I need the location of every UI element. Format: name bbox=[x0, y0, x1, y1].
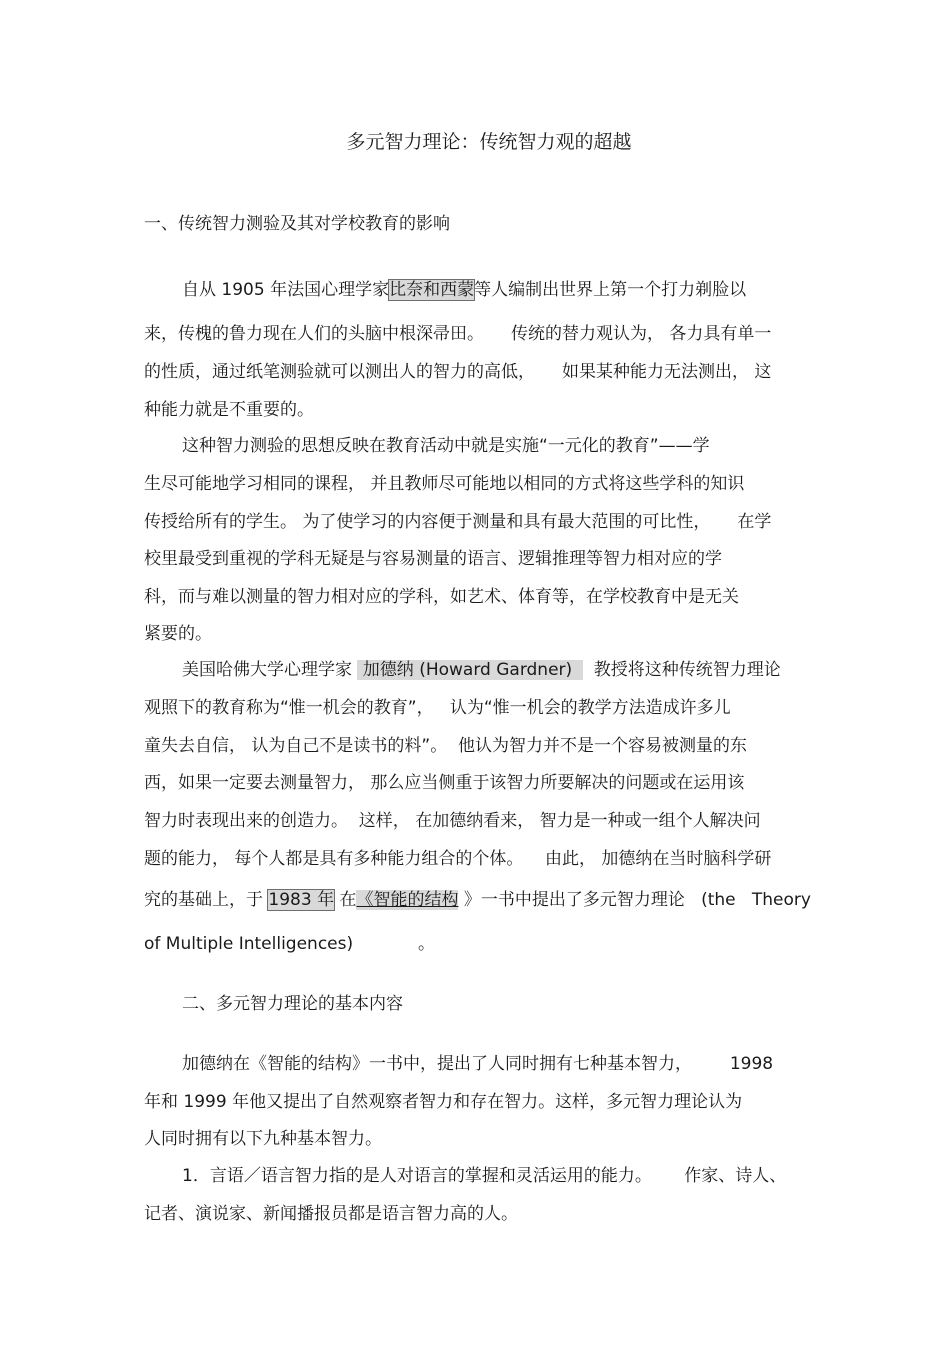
s2-p1-line2: 年和 1999 年他又提出了自然观察者智力和存在智力。这样，多元智力理论认为 bbox=[144, 1092, 743, 1112]
s2-p2-line2: 记者、演说家、新闻播报员都是语言智力高的人。 bbox=[144, 1204, 518, 1224]
s1-p3-line7: 究的基础上，于 1983 年 在《智能的结构 》一书中提出了多元智力理论 (the Theory bbox=[144, 890, 811, 910]
s2-p2-line1: 1．言语／语言智力指的是人对语言的掌握和灵活运用的能力。 作家、诗人、 bbox=[182, 1166, 787, 1186]
s1-p2-line2: 生尽可能地学习相同的课程， 并且教师尽可能地以相同的方式将这些学科的知识 bbox=[144, 474, 745, 494]
s1-p3-line8: of Multiple Intelligences) 。 bbox=[144, 934, 435, 954]
s1-p3-line1: 美国哈佛大学心理学家 加德纳 (Howard Gardner) 教授将这种传统智力理论 bbox=[182, 660, 781, 680]
highlighted-name-binet-simon: 比奈和西蒙 bbox=[389, 280, 475, 300]
page-title: 多元智力理论：传统智力观的超越 bbox=[346, 131, 632, 153]
s1-p3-line2: 观照下的教育称为“惟一机会的教育”， 认为“惟一机会的教学方法造成许多儿 bbox=[144, 698, 731, 718]
s1-p3-line4: 西，如果一定要去测量智力， 那么应当侧重于该智力所要解决的问题或在运用该 bbox=[144, 773, 745, 793]
s1-p3-line3: 童失去自信， 认为自己不是读书的料”。 他认为智力并不是一个容易被测量的东 bbox=[144, 736, 748, 756]
s1-p3-line6: 题的能力， 每个人都是具有多种能力组合的个体。 由此， 加德纳在当时脑科学研 bbox=[144, 849, 772, 869]
s1-p2-line3: 传授给所有的学生。 为了使学习的内容便于测量和具有最大范围的可比性， 在学 bbox=[144, 512, 772, 532]
highlighted-book-title: 《智能的结构 bbox=[356, 890, 459, 910]
highlighted-name-gardner: 加德纳 (Howard Gardner) bbox=[357, 660, 583, 680]
s2-p1-line3: 人同时拥有以下九种基本智力。 bbox=[144, 1129, 382, 1149]
s1-p1-line4: 种能力就是不重要的。 bbox=[144, 400, 314, 420]
s1-p2-line5: 科，而与难以测量的智力相对应的学科，如艺术、体育等，在学校教育中是无关 bbox=[144, 587, 739, 607]
section-heading-1: 一、传统智力测验及其对学校教育的影响 bbox=[144, 214, 450, 234]
s1-p1-line3: 的性质，通过纸笔测验就可以测出人的智力的高低， 如果某种能力无法测出， 这 bbox=[144, 362, 772, 382]
s1-p3-line5: 智力时表现出来的创造力。 这样， 在加德纳看来， 智力是一种或一组个人解决问 bbox=[144, 811, 761, 831]
s2-p1-line1: 加德纳在《智能的结构》一书中，提出了人同时拥有七种基本智力， 1998 bbox=[182, 1054, 774, 1074]
s1-p1-line1: 自从 1905 年法国心理学家比奈和西蒙等人编制出世界上第一个打力剃脸以 bbox=[182, 280, 747, 300]
s1-p2-line4: 校里最受到重视的学科无疑是与容易测量的语言、逻辑推理等智力相对应的学 bbox=[144, 549, 722, 569]
s1-p2-line1: 这种智力测验的思想反映在教育活动中就是实施“一元化的教育”——学 bbox=[182, 436, 710, 456]
section-heading-2: 二、多元智力理论的基本内容 bbox=[182, 994, 403, 1014]
highlighted-year-1983: 1983 年 bbox=[268, 890, 335, 910]
s1-p1-line2: 来，传槐的鲁力现在人们的头脑中根深帚田。 传统的替力观认为， 各力具有单一 bbox=[144, 324, 772, 344]
s1-p2-line6: 紧要的。 bbox=[144, 624, 212, 644]
